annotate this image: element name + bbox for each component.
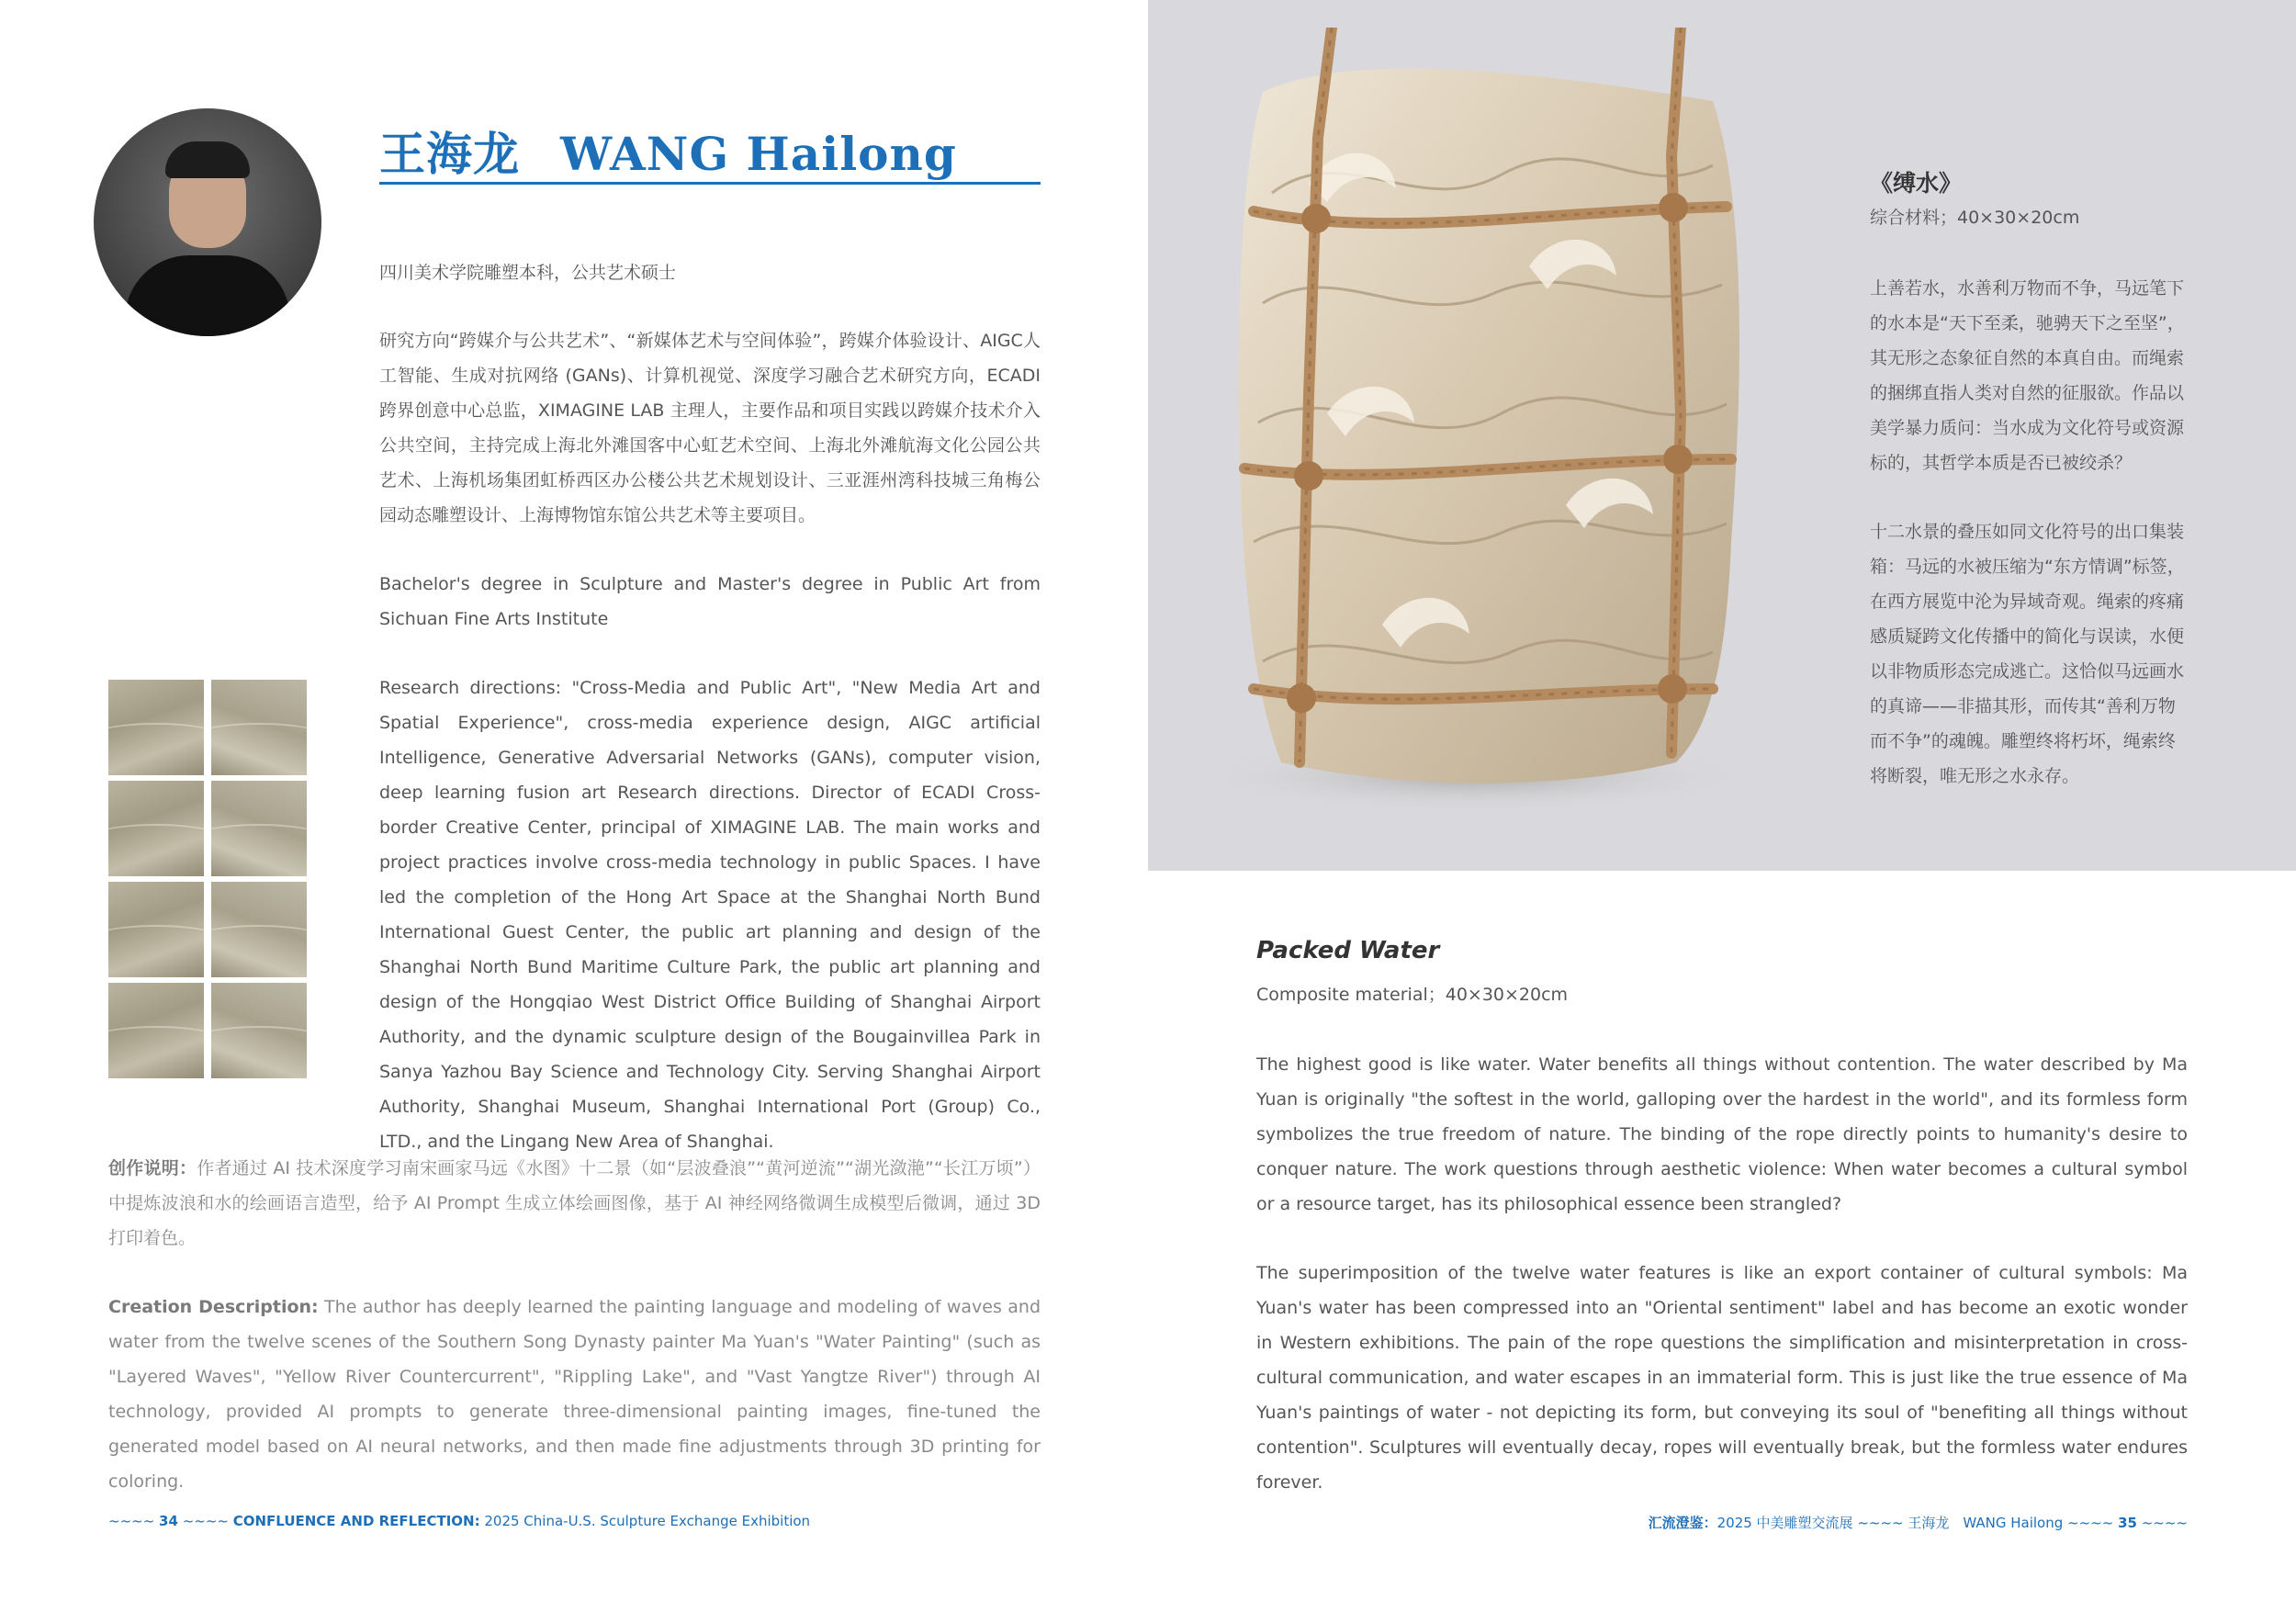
exhibition-title-cn: 汇流澄鉴： bbox=[1648, 1515, 1717, 1531]
sculpture-image bbox=[1199, 28, 1773, 808]
creation-description-en bbox=[108, 1290, 1041, 1499]
footer-right bbox=[1649, 1513, 2188, 1532]
creation-text-cn: 作者通过 AI 技术深度学习南宋画家马远《水图》十二景（如“层波叠浪”“黄河逆流”“湖光潋滟”“长江万顷”）中提炼波浪和水的绘画语言造型，给予 AI Prompt 生成立体绘画图像，基于 AI 神经网络微调生成模型后微调，通过 3D 打印着色。 bbox=[108, 1158, 1041, 1248]
artist-portrait bbox=[94, 108, 321, 336]
artwork-statement-en-1: The highest good is like water. Water benefits all things without contention. The water described by Ma Yuan is originally "the softest in the world, galloping over the hardest in the world", and its formless form symbolizes the true freedom of nature. The binding of the rope directly points to humanity's desire to conquer nature. The work questions through aesthetic violence: When water becomes a cultural symbol or a resource target, has its philosophical essence been strangled? bbox=[1256, 1054, 2188, 1214]
artist-name bbox=[379, 118, 1041, 181]
exhibition-subtitle-cn: 2025 中美雕塑交流展 ~~~~ 王海龙 WANG Hailong ~~~~ bbox=[1716, 1515, 2119, 1531]
footer-left bbox=[108, 1513, 810, 1529]
creation-text-en: The author has deeply learned the painting language and modeling of waves and water from the twelve scenes of the Southern Song Dynasty painter Ma Yuan's "Water Painting" (such as "Layered Waves", "Yellow River Countercurrent", "Rippling Lake", and "Vast Yangtze River") through AI technology, provided AI prompts to generate three-dimensional painting images, fine-tuned the generated model based on AI neural networks, and then made fine adjustments through 3D printing for coloring. bbox=[108, 1297, 1041, 1492]
water-painting-thumbnail bbox=[211, 983, 307, 1078]
water-painting-thumbnail bbox=[211, 781, 307, 876]
exhibition-subtitle-en: 2025 China-U.S. Sculpture Exchange Exhibition bbox=[479, 1513, 811, 1529]
water-painting-thumbnail bbox=[211, 680, 307, 775]
title-rule bbox=[379, 182, 1041, 185]
water-painting-thumbnail bbox=[108, 680, 204, 775]
artist-degree-cn: 四川美术学院雕塑本科，公共艺术硕士 bbox=[379, 263, 677, 283]
creation-label-en: Creation Description: bbox=[108, 1297, 319, 1317]
page-number-right: 35 bbox=[2118, 1515, 2137, 1531]
artwork-statement-cn-1: 上善若水，水善利万物而不争，马远笔下的水本是“天下至柔，驰骋天下之至坚”，其无形之态象征自然的本真自由。而绳索的捆绑直指人类对自然的征服欲。作品以美学暴力质问：当水成为文化符号或资源标的，其哲学本质是否已被绞杀？ bbox=[1870, 278, 2185, 473]
creation-label-cn: 创作说明： bbox=[108, 1158, 197, 1178]
artist-name-cn: 王海龙 bbox=[379, 127, 520, 181]
artist-bio-cn: 研究方向“跨媒介与公共艺术”、“新媒体艺术与空间体验”，跨媒介体验设计、AIGC人工智能、生成对抗网络 (GANs)、计算机视觉、深度学习融合艺术研究方向，ECADI跨界创意中心总监，XIMAGINE LAB 主理人，主要作品和项目实践以跨媒介技术介入公共空间，主持完成上海北外滩国客中心虹艺术空间、上海北外滩航海文化公园公共艺术、上海机场集团虹桥西区办公楼公共艺术规划设计、三亚涯州湾科技城三角梅公园动态雕塑设计、上海博物馆东馆公共艺术等主要项目。 bbox=[379, 331, 1041, 525]
artist-name-en: WANG Hailong bbox=[560, 127, 957, 181]
water-painting-thumbnail bbox=[108, 983, 204, 1078]
page-number-left: 34 bbox=[159, 1513, 178, 1529]
footer-tilde: ~~~~ bbox=[2136, 1515, 2188, 1531]
footer-tilde: ~~~~ bbox=[108, 1513, 160, 1529]
water-painting-thumbnail bbox=[108, 882, 204, 977]
footer-tilde: ~~~~ bbox=[177, 1513, 233, 1529]
water-painting-thumbnail bbox=[108, 781, 204, 876]
water-painting-thumbnail bbox=[211, 882, 307, 977]
exhibition-title-en: CONFLUENCE AND REFLECTION: bbox=[232, 1513, 480, 1529]
artwork-statement-cn-2: 十二水景的叠压如同文化符号的出口集装箱：马远的水被压缩为“东方情调”标签，在西方展览中沦为异域奇观。绳索的疼痛感质疑跨文化传播中的简化与误读，水便以非物质形态完成逃亡。这恰似马远画水的真谛——非描其形，而传其“善利万物而不争”的魂魄。雕塑终将朽坏，绳索终将断裂，唯无形之水永存。 bbox=[1870, 522, 2185, 786]
water-painting-thumbnails bbox=[108, 680, 307, 1078]
artwork-material-en: Composite material；40×30×20cm bbox=[1256, 985, 1569, 1005]
artwork-statement-en-2: The superimposition of the twelve water features is like an export container of cultural symbols: Ma Yuan's water has been compressed into an "Oriental sentiment" label and has become an exotic wonder in Western exhibitions. The pain of the rope questions the simplification and misinterpretation in cross-cultural communication, and water escapes in an immaterial form. This is just like the true essence of Ma Yuan's paintings of water - not depicting its form, but conveying its soul of "benefiting all things without contention". Sculptures will eventually decay, ropes will eventually break, but the formless water endures forever. bbox=[1256, 1263, 2188, 1493]
creation-description-cn bbox=[108, 1151, 1041, 1256]
artwork-material-cn: 综合材料；40×30×20cm bbox=[1870, 208, 2080, 228]
artist-bio-en: Research directions: "Cross-Media and Public Art", "New Media Art and Spatial Experience", cross-media experience design, AIGC artificial Intelligence, Generative Adversarial Networks (GANs), computer vision, deep learning fusion art Research directions. Director of ECADI Cross-border Creative Center, principal of XIMAGINE LAB. The main works and project practices involve cross-media technology in public Spaces. I have led the completion of the Hong Art Space at the Shanghai North Bund International Guest Center, the public art planning and design of the Shanghai North Bund Maritime Culture Park, the public art planning and design of the Hongqiao West District Office Building of Shanghai Airport Authority, and the dynamic sculpture design of the Bougainvillea Park in Sanya Yazhou Bay Science and Technology City. Serving Shanghai Airport Authority, Shanghai Museum, Shanghai International Port (Group) Co., LTD., and the Lingang New Area of Shanghai. bbox=[379, 678, 1041, 1152]
artist-degree-en: Bachelor's degree in Sculpture and Master's degree in Public Art from Sichuan Fine Arts Institute bbox=[379, 574, 1041, 629]
artwork-title-cn: 《缚水》 bbox=[1870, 170, 1963, 197]
artwork-title-en: Packed Water bbox=[1256, 937, 1440, 964]
